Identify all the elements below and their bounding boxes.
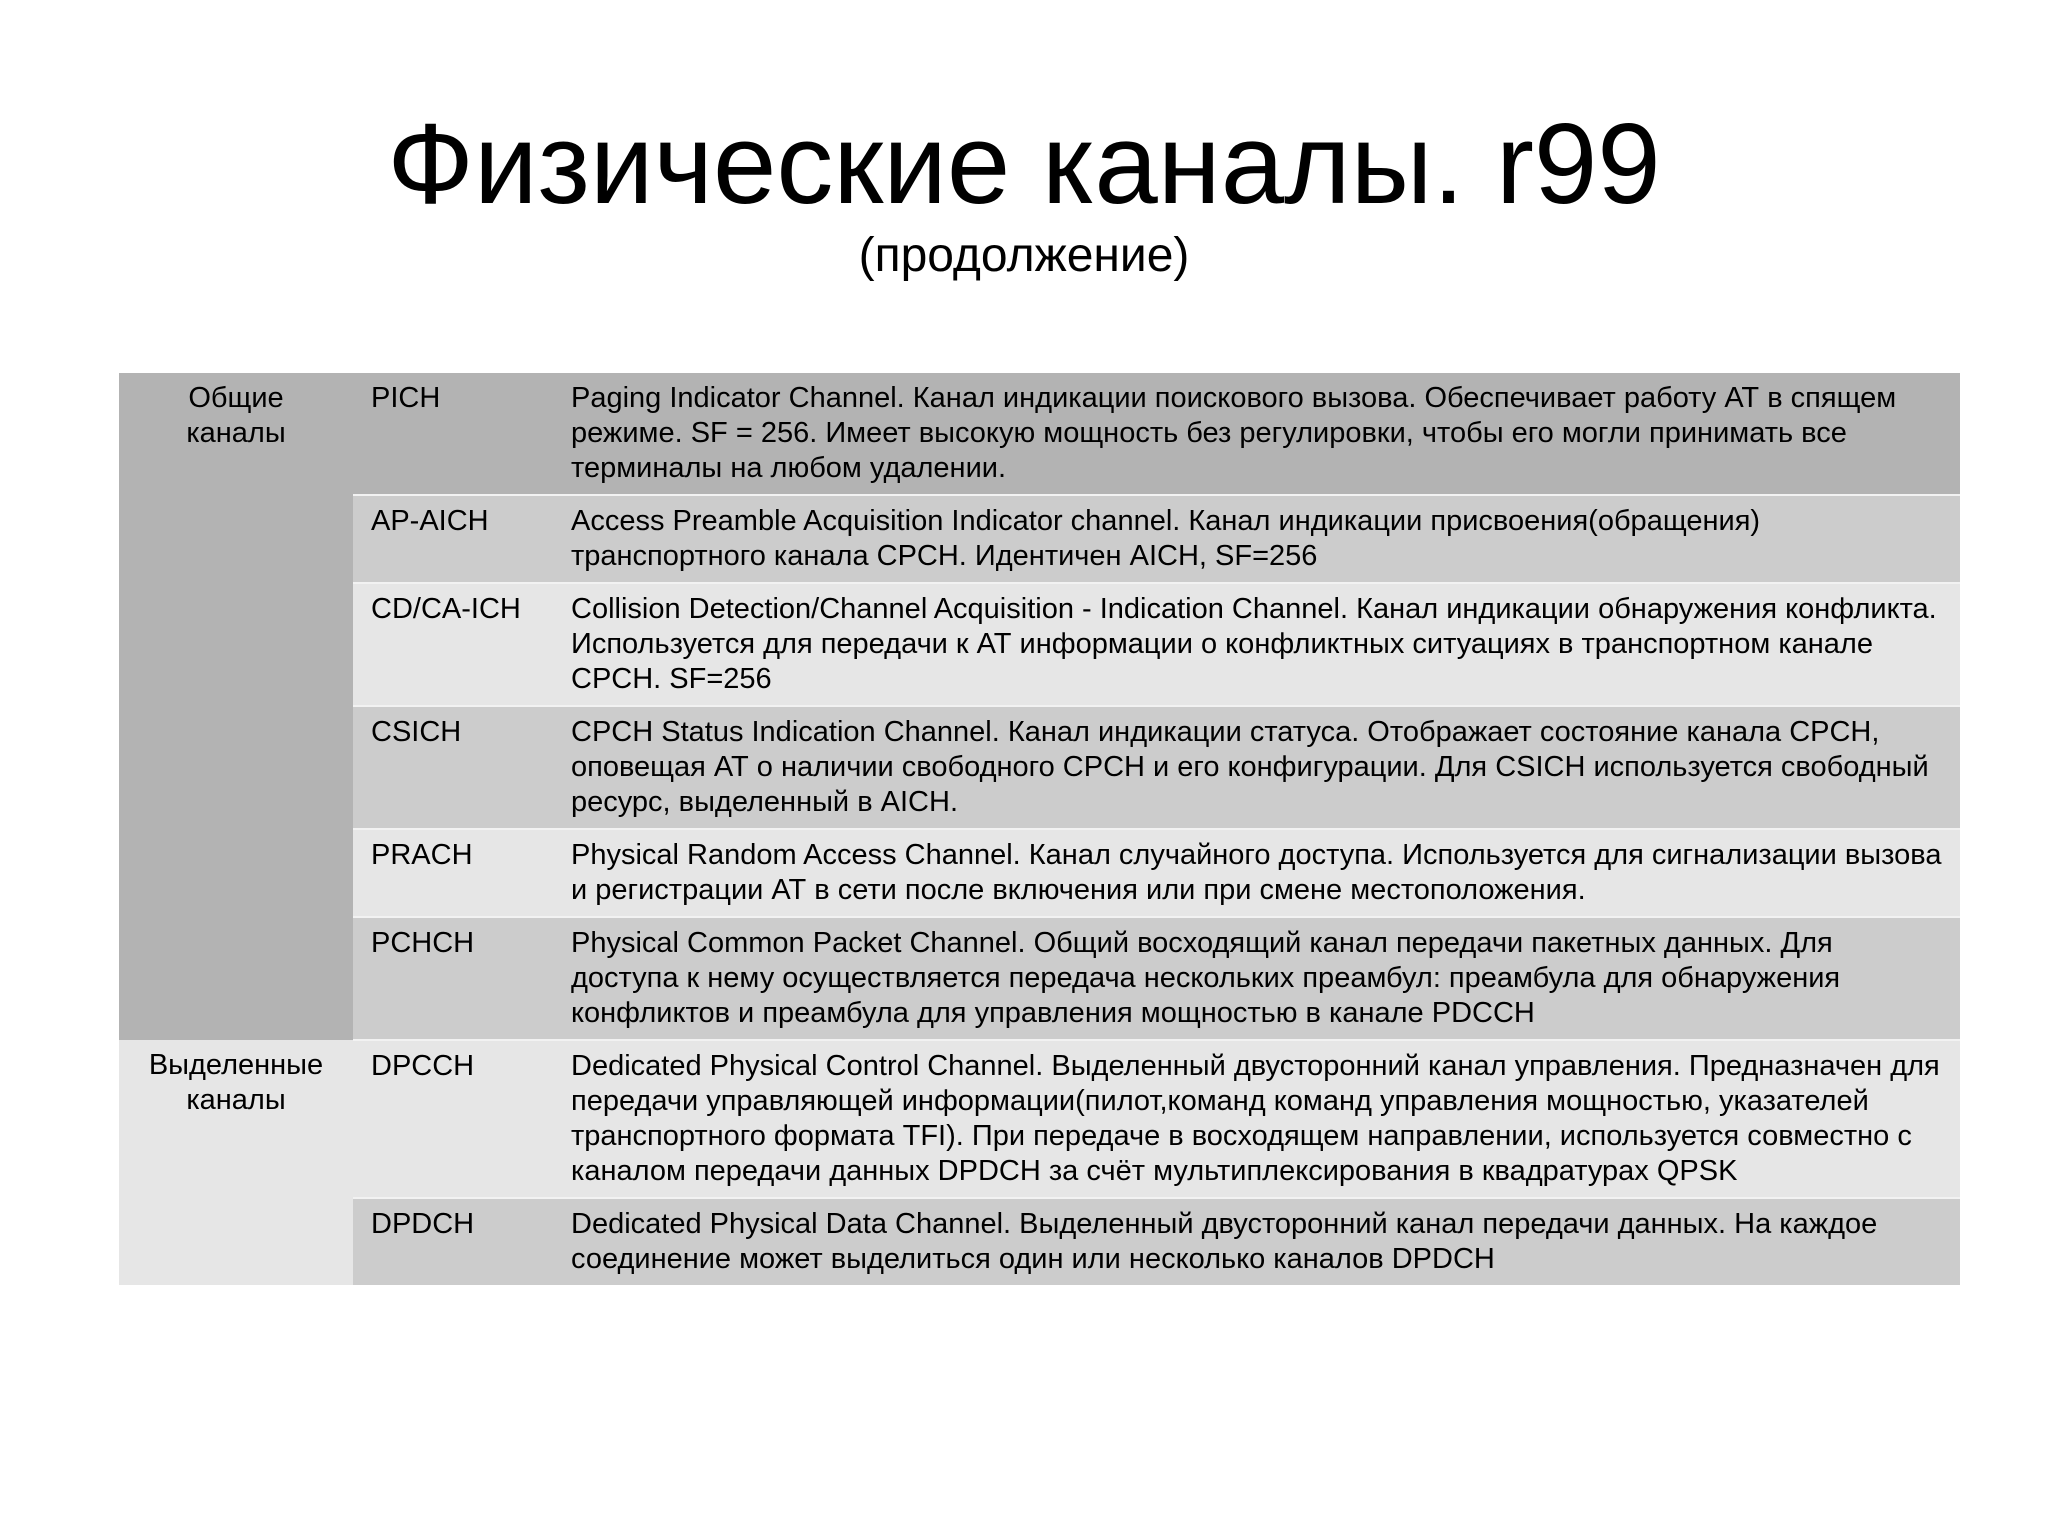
channel-description-cell: Physical Random Access Channel. Канал случайного доступа. Используется для сигнализации вызова и регистрации АТ в сети после включения или при смене местоположения. [553,829,1960,917]
channel-code-cell: PICH [353,373,553,495]
channel-description-cell: Access Preamble Acquisition Indicator channel. Канал индикации присвоения(обращения) транспортного канала CPCH. Идентичен AICH, SF=256 [553,495,1960,583]
group-cell-common: Общие каналы [119,373,353,1040]
slide-subtitle: (продолжение) [858,229,1190,282]
table-row-pich [119,373,1960,495]
channel-code-cell: AP-AICH [353,495,553,583]
channel-code-cell: PRACH [353,829,553,917]
table-row-dpcch [119,1040,1960,1198]
channel-code-cell: CD/CA-ICH [353,583,553,706]
table-row-csich [119,706,1960,829]
channel-description-cell: Physical Common Packet Channel. Общий восходящий канал передачи пакетных данных. Для доступа к нему осуществляется передача нескольких преамбул: преамбула для обнаружения конфликтов и преамбула для управления мощностью в канале PDCCH [553,917,1960,1040]
channel-code-cell: DPDCH [353,1198,553,1285]
slide-title: Физические каналы. r99 [387,101,1661,228]
channel-code-cell: CSICH [353,706,553,829]
table-row-dpdch [119,1198,1960,1285]
table-row-pchch [119,917,1960,1040]
channel-description-cell: Collision Detection/Channel Acquisition - Indication Channel. Канал индикации обнаружения конфликта. Используется для передачи к АТ информации о конфликтных ситуациях в транспортном канале CPCH. SF=256 [553,583,1960,706]
channel-description-cell: CPCH Status Indication Channel. Канал индикации статуса. Отображает состояние канала CPCH, оповещая АТ о наличии свободного CPCH и его конфигурации. Для CSICH используется свободный ресурс, выделенный в AICH. [553,706,1960,829]
channel-code-cell: DPCCH [353,1040,553,1198]
channel-description-cell: Dedicated Physical Control Channel. Выделенный двусторонний канал управления. Предназначен для передачи управляющей информации(пилот,команд команд управления мощностью, указателей транспортного формата TFI). При передаче в восходящем направлении, используется совместно с каналом передачи данных DPDCH за счёт мультиплексирования в квадратурах QPSK [553,1040,1960,1198]
table-row-cd-ca-ich [119,583,1960,706]
channels-table [119,373,1960,1285]
channel-code-cell: PCHCH [353,917,553,1040]
group-cell-dedicated: Выделенные каналы [119,1040,353,1285]
table-row-prach [119,829,1960,917]
table-row-ap-aich [119,495,1960,583]
channel-description-cell: Dedicated Physical Data Channel. Выделенный двусторонний канал передачи данных. На каждое соединение может выделиться один или несколько каналов DPDCH [553,1198,1960,1285]
channel-description-cell: Paging Indicator Channel. Канал индикации поискового вызова. Обеспечивает работу АТ в спящем режиме. SF = 256. Имеет высокую мощность без регулировки, чтобы его могли принимать все терминалы на любом удалении. [553,373,1960,495]
